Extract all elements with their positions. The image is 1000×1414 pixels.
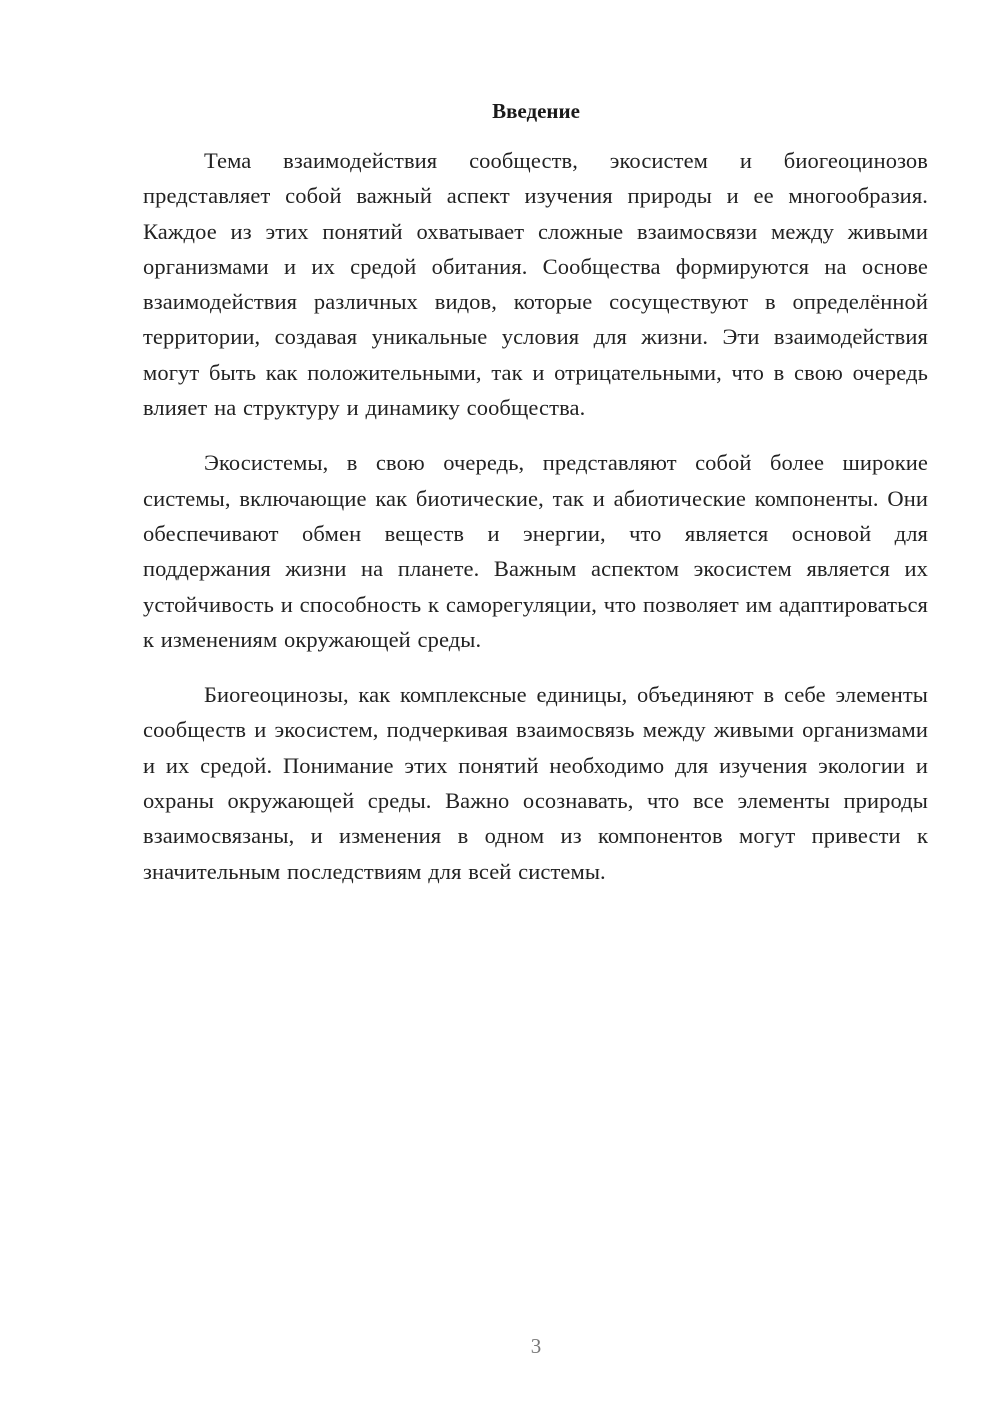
paragraph-intro: Тема взаимодействия сообществ, экосистем и биогеоцинозов представляет собой важный аспект изучения природы и ее многообразия. Каждое из этих понятий охватывает сложные взаимосвязи между живыми организмами и их средой обитания. Сообщества формируются на основе взаимодействия различных видов, которые сосуществуют в определённой территории, создавая уникальные условия для жизни. Эти взаимодействия могут быть как положительными, так и отрицательными, что в свою очередь влияет на структуру и динамику сообщества. <box>143 148 928 421</box>
section-title: Введение <box>492 99 580 123</box>
paragraph-biogeocenoses: Биогеоцинозы, как комплексные единицы, объединяют в себе элементы сообществ и экосистем, подчеркивая взаимосвязь между живыми организмами и их средой. Понимание этих понятий необходимо для изучения экологии и охраны окружающей среды. Важно осознавать, что все элементы природы взаимосвязаны, и изменения в одном из компонентов могут привести к значительным последствиям для всей системы. <box>143 682 928 884</box>
paragraph-ecosystems: Экосистемы, в свою очередь, представляют собой более широкие системы, включающие как биотические, так и абиотические компоненты. Они обеспечивают обмен веществ и энергии, что является основой для поддержания жизни на планете. Важным аспектом экосистем является их устойчивость и способность к саморегуляции, что позволяет им адаптироваться к изменениям окружающей среды. <box>143 450 928 652</box>
body-text <box>143 143 928 909</box>
page-number: 3 <box>530 1334 542 1358</box>
